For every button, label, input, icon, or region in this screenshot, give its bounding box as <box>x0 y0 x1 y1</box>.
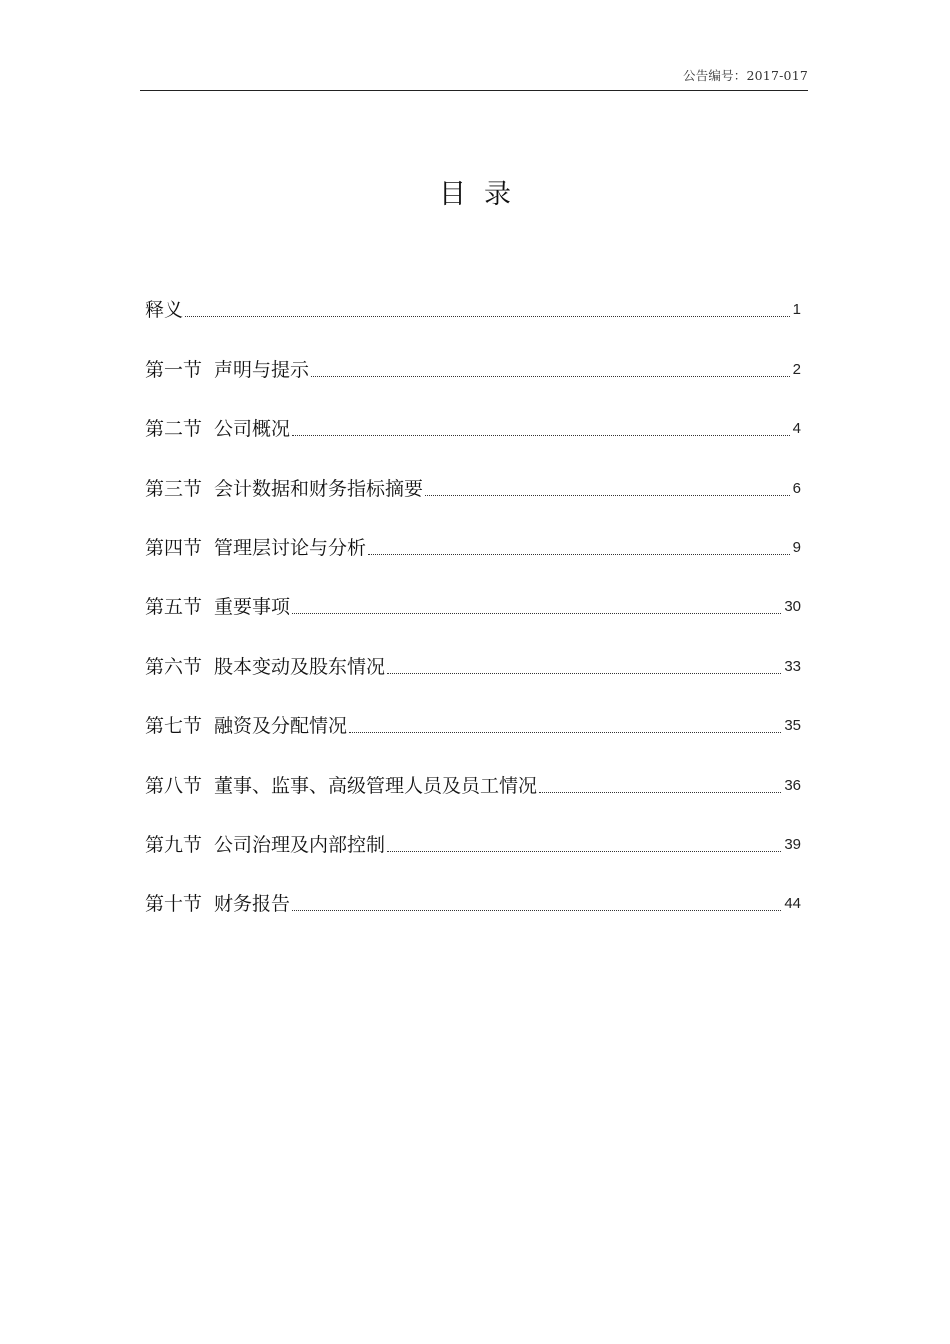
dot-leader <box>368 553 790 555</box>
toc-entry-title: 释义 <box>145 299 184 322</box>
toc-item-section-1[interactable] <box>145 325 801 384</box>
toc-entry-title: 公司概况 <box>214 418 291 441</box>
toc-entry-title: 重要事项 <box>214 596 291 619</box>
toc-page-number: 36 <box>784 776 801 794</box>
toc-title: 目录 <box>439 179 529 210</box>
toc-item-section-2[interactable] <box>145 385 801 444</box>
toc-entry-title: 财务报告 <box>214 893 291 916</box>
toc-item-section-7[interactable] <box>145 682 801 741</box>
toc-section-number: 第八节 <box>145 774 203 797</box>
toc-section-number: 第二节 <box>145 418 203 441</box>
toc-entry-label <box>145 355 309 385</box>
dot-leader <box>539 791 781 793</box>
toc-page-number: 44 <box>784 895 801 913</box>
toc-page-number: 6 <box>792 479 801 497</box>
toc-entry-label <box>145 652 385 682</box>
toc-entry-title: 管理层讨论与分析 <box>214 536 367 559</box>
dot-leader <box>425 494 790 496</box>
dot-leader <box>311 375 790 377</box>
toc-entry-title: 声明与提示 <box>214 358 310 381</box>
toc-item-section-5[interactable] <box>145 563 801 622</box>
toc-page-number: 2 <box>792 360 801 378</box>
toc-item-section-8[interactable] <box>145 741 801 800</box>
toc-item-section-9[interactable] <box>145 801 801 860</box>
toc-page-number: 9 <box>792 538 801 556</box>
dot-leader <box>387 672 781 674</box>
dot-leader <box>185 315 790 317</box>
toc-item-section-3[interactable] <box>145 444 801 503</box>
toc-page-number: 4 <box>792 420 801 438</box>
toc-entry-title: 公司治理及内部控制 <box>214 833 386 856</box>
table-of-contents <box>145 266 801 919</box>
dot-leader <box>292 434 790 436</box>
dot-leader <box>292 909 781 911</box>
toc-page-number: 39 <box>784 835 801 853</box>
toc-entry-label <box>145 889 290 919</box>
toc-section-number: 第六节 <box>145 655 203 678</box>
toc-entry-label <box>145 414 290 444</box>
toc-page-number: 35 <box>784 717 801 735</box>
toc-section-number: 第四节 <box>145 536 203 559</box>
toc-entry-title: 董事、监事、高级管理人员及员工情况 <box>214 774 538 797</box>
toc-page-number: 33 <box>784 657 801 675</box>
toc-entry-label <box>145 474 423 504</box>
toc-entry-title: 股本变动及股东情况 <box>214 655 386 678</box>
toc-page-number: 1 <box>792 301 801 319</box>
toc-entry-label <box>145 711 347 741</box>
toc-entry-label <box>145 533 366 563</box>
toc-section-number: 第九节 <box>145 833 203 856</box>
toc-item-section-4[interactable] <box>145 504 801 563</box>
toc-entry-title: 融资及分配情况 <box>214 715 348 738</box>
toc-item-definitions[interactable] <box>145 266 801 325</box>
toc-section-number: 第一节 <box>145 358 203 381</box>
page-header <box>140 62 808 91</box>
toc-section-number: 第七节 <box>145 715 203 738</box>
toc-page-number: 30 <box>784 598 801 616</box>
notice-number: 公告编号：2017-017 <box>683 68 808 83</box>
toc-section-number: 第五节 <box>145 596 203 619</box>
toc-entry-title: 会计数据和财务指标摘要 <box>214 477 424 500</box>
toc-entry-label <box>145 830 385 860</box>
toc-section-number: 第十节 <box>145 893 203 916</box>
toc-section-number: 第三节 <box>145 477 203 500</box>
dot-leader <box>349 731 781 733</box>
toc-item-section-10[interactable] <box>145 860 801 919</box>
toc-entry-label <box>145 592 290 622</box>
dot-leader <box>292 612 781 614</box>
toc-entry-label <box>145 771 537 801</box>
toc-entry-label <box>145 295 183 325</box>
dot-leader <box>387 850 781 852</box>
toc-item-section-6[interactable] <box>145 622 801 681</box>
